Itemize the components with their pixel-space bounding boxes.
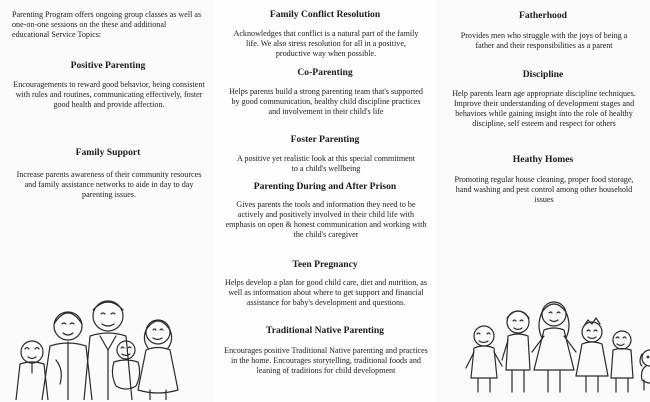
body-positive-parenting: Encouragements to reward good behavior, being consistent with rules and routines, communicating effectively, foster good health and provide affection. bbox=[13, 80, 205, 110]
heading-co-parenting: Co-Parenting bbox=[297, 67, 353, 78]
body-family-conflict-resolution: Acknowledges that conflict is a natural part of the family life. We also stress resolution for all in a positive, productive way when possible. bbox=[233, 29, 419, 59]
heading-traditional-native-parenting: Traditional Native Parenting bbox=[266, 325, 384, 336]
heading-family-support: Family Support bbox=[75, 147, 141, 158]
body-traditional-native-parenting: Encourages positive Traditional Native parenting and practices in the home. Encourages storytelling, traditional foods and leaning of traditions for child development bbox=[224, 346, 428, 376]
body-parenting-prison: Gives parents the tools and information they need to be actively and positively involved in their child life with emphasis on open & honest communication and working with the child's caregiver bbox=[225, 200, 427, 240]
heading-positive-parenting: Positive Parenting bbox=[70, 60, 146, 71]
body-discipline: Help parents learn age appropriate discipline techniques. Improve their understanding of development stages and behaviors while gaining insight into the role of healthy discipline, self esteem and respect for others bbox=[452, 89, 636, 129]
heading-fatherhood: Fatherhood bbox=[519, 10, 567, 21]
body-healthy-homes: Promoting regular house cleaning, proper food storage, hand washing and pest control among other household issues bbox=[454, 175, 634, 205]
heading-family-conflict-resolution: Family Conflict Resolution bbox=[269, 9, 381, 20]
children-and-dog-drawing bbox=[462, 292, 650, 396]
intro-text: Parenting Program offers ongoing group classes as well as one-on-one sessions on the these and additional educational Service Topics: bbox=[12, 10, 202, 40]
heading-healthy-homes: Heathy Homes bbox=[512, 154, 574, 165]
heading-discipline: Discipline bbox=[522, 69, 564, 80]
heading-parenting-prison: Parenting During and After Prison bbox=[253, 181, 397, 192]
left-panel bbox=[0, 0, 214, 402]
right-panel bbox=[436, 0, 650, 402]
family-portrait-drawing bbox=[8, 296, 208, 400]
middle-panel bbox=[214, 0, 436, 402]
body-co-parenting: Helps parents build a strong parenting team that's supported by good communication, healthy child discipline practices and involvement in their child's life bbox=[229, 87, 423, 117]
body-foster-parenting: A positive yet realistic look at this special commitment to a child's wellbeing bbox=[236, 154, 416, 174]
body-family-support: Increase parents awareness of their community resources and family assistance networks to aide in day to day parenting issues. bbox=[16, 170, 202, 200]
body-teen-pregnancy: Helps develop a plan for good child care, diet and nutrition, as well as information about where to get support and financial assistance for baby's development and questions. bbox=[224, 278, 428, 308]
heading-teen-pregnancy: Teen Pregnancy bbox=[292, 259, 358, 270]
body-fatherhood: Provides men who struggle with the joys of being a father and their responsibilities as a parent bbox=[460, 31, 628, 51]
heading-foster-parenting: Foster Parenting bbox=[290, 134, 360, 145]
